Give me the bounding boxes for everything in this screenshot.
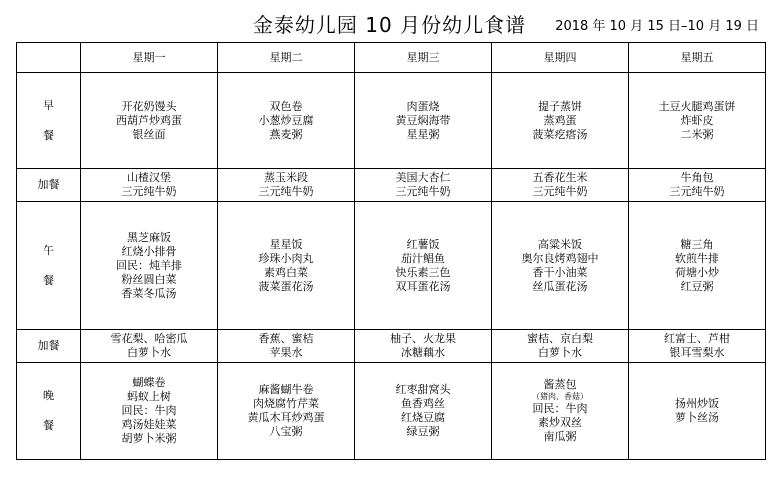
dish-item: 三元纯牛奶 [258, 185, 314, 198]
dish-item: 回民：牛肉 [532, 402, 588, 415]
meal-label-char: 餐 [43, 419, 54, 432]
menu-cell [629, 169, 766, 202]
dish-item: 肉烧腐竹芹菜 [253, 397, 319, 410]
dish-item: 冰糖藕水 [401, 346, 445, 359]
menu-table [16, 42, 766, 460]
menu-cell [218, 330, 355, 363]
dish-item: 红烧小排骨 [121, 244, 177, 258]
meal-label [17, 73, 81, 169]
dish-item: 酱蒸包 [543, 378, 577, 391]
meal-label-char: 加餐 [37, 339, 60, 352]
dish-item: 银耳雪梨水 [669, 346, 725, 359]
dish-item: 回民：牛肉 [121, 404, 177, 417]
meal-row [17, 363, 766, 460]
dish-item: 开花奶馒头 [121, 99, 177, 113]
dish-item: 白萝卜水 [538, 346, 582, 359]
dish-item: 双耳蛋花汤 [395, 279, 451, 293]
dish-item: 黄瓜木耳炒鸡蛋 [247, 411, 325, 424]
dish-item: 粉丝圆白菜 [121, 272, 177, 286]
dish-item: （猪肉、香菇） [532, 392, 588, 401]
dish-item: 香蕉、蜜桔 [258, 332, 314, 345]
dish-item: 丝瓜蛋花汤 [532, 279, 588, 293]
menu-cell [81, 73, 218, 169]
dish-item: 素炒双丝 [538, 416, 582, 429]
menu-cell [355, 169, 492, 202]
dish-item: 荷塘小炒 [675, 265, 719, 279]
menu-cell [218, 202, 355, 330]
menu-cell [355, 73, 492, 169]
dish-item: 土豆火腿鸡蛋饼 [658, 99, 736, 113]
menu-cell [218, 169, 355, 202]
meal-label-char: 早 [43, 98, 54, 112]
menu-cell [492, 73, 629, 169]
dish-item: 星星饭 [269, 237, 303, 251]
meal-label [17, 363, 81, 460]
meal-label-char: 晚 [43, 389, 54, 402]
meal-row [17, 202, 766, 330]
dish-item: 鸡汤娃娃菜 [121, 418, 177, 431]
menu-cell [218, 363, 355, 460]
dish-item: 茄汁鲳鱼 [401, 251, 445, 265]
dish-item: 红烧豆腐 [401, 411, 445, 424]
dish-item: 蚂蚁上树 [127, 390, 171, 403]
dish-item: 素鸡白菜 [264, 265, 308, 279]
dish-item: 牛角包 [680, 171, 714, 184]
dish-item: 三元纯牛奶 [121, 185, 177, 198]
meal-label-char: 午 [43, 243, 54, 257]
dish-item: 奥尔良烤鸡翅中 [521, 251, 599, 265]
dish-item: 红枣甜窝头 [395, 383, 451, 396]
dish-item: 菠菜疙瘩汤 [532, 127, 588, 141]
dish-item: 蒸鸡蛋 [543, 113, 577, 127]
meal-row [17, 169, 766, 202]
dish-item: 星星粥 [406, 127, 440, 141]
day-header: 星期四 [492, 43, 629, 73]
dish-item: 萝卜丝汤 [675, 411, 719, 424]
dish-item: 鱼香鸡丝 [401, 397, 445, 410]
menu-cell [492, 330, 629, 363]
menu-cell [629, 363, 766, 460]
corner-cell [17, 43, 81, 73]
dish-item: 白萝卜水 [127, 346, 171, 359]
menu-cell [81, 169, 218, 202]
dish-item: 二米粥 [680, 127, 714, 141]
meal-row [17, 73, 766, 169]
menu-cell [492, 202, 629, 330]
menu-cell [355, 202, 492, 330]
menu-cell [355, 363, 492, 460]
dish-item: 黑芝麻饭 [127, 230, 171, 244]
dish-item: 炸虾皮 [680, 113, 714, 127]
dish-item: 红富士、芦柑 [664, 332, 730, 345]
dish-item: 雪花梨、哈密瓜 [110, 332, 188, 345]
dish-item: 蜜桔、京白梨 [527, 332, 593, 345]
dish-item: 蒸玉米段 [264, 171, 308, 184]
dish-item: 双色卷 [269, 99, 303, 113]
dish-item: 回民：炖羊排 [116, 258, 182, 272]
menu-cell [492, 169, 629, 202]
dish-item: 香菜冬瓜汤 [121, 286, 177, 300]
dish-item: 珍珠小肉丸 [258, 251, 314, 265]
dish-item: 三元纯牛奶 [395, 185, 451, 198]
menu-cell [218, 73, 355, 169]
dish-item: 南瓜粥 [543, 430, 577, 443]
dish-item: 小葱炒豆腐 [258, 113, 314, 127]
dish-item: 三元纯牛奶 [532, 185, 588, 198]
dish-item: 黄豆焖海带 [395, 113, 451, 127]
dish-item: 快乐素三色 [395, 265, 451, 279]
dish-item: 提子蒸饼 [538, 99, 582, 113]
day-header: 星期一 [81, 43, 218, 73]
dish-item: 麻酱蝴牛卷 [258, 383, 314, 396]
menu-cell [81, 363, 218, 460]
dish-item: 燕麦粥 [269, 127, 303, 141]
dish-item: 银丝面 [132, 127, 166, 141]
dish-item: 糖三角 [680, 237, 714, 251]
dish-item: 柚子、火龙果 [390, 332, 456, 345]
dish-item: 八宝粥 [269, 425, 303, 438]
meal-label [17, 202, 81, 330]
dish-item: 山楂汉堡 [127, 171, 171, 184]
dish-item: 红豆粥 [680, 279, 714, 293]
menu-cell [81, 202, 218, 330]
dish-item: 西葫芦炒鸡蛋 [116, 113, 182, 127]
meal-row [17, 330, 766, 363]
meal-label-char: 餐 [43, 128, 54, 142]
dish-item: 香干小油菜 [532, 265, 588, 279]
dish-item: 扬州炒饭 [675, 397, 719, 410]
dish-item: 软煎牛排 [675, 251, 719, 265]
menu-cell [629, 73, 766, 169]
day-header: 星期二 [218, 43, 355, 73]
menu-cell [492, 363, 629, 460]
menu-cell [629, 330, 766, 363]
dish-item: 菠菜蛋花汤 [258, 279, 314, 293]
meal-label [17, 330, 81, 363]
page-title: 金泰幼儿园 10 月份幼儿食谱 [252, 13, 527, 37]
dish-item: 胡萝卜米粥 [121, 432, 177, 445]
dish-item: 高粱米饭 [538, 237, 582, 251]
menu-cell [355, 330, 492, 363]
day-header: 星期三 [355, 43, 492, 73]
dish-item: 绿豆粥 [406, 425, 440, 438]
dish-item: 红薯饭 [406, 237, 440, 251]
day-header: 星期五 [629, 43, 766, 73]
date-range: 2018 年 10 月 15 日–10 月 19 日 [555, 19, 759, 34]
menu-cell [629, 202, 766, 330]
dish-item: 五香花生米 [532, 171, 588, 184]
dish-item: 苹果水 [269, 346, 303, 359]
meal-label-char: 加餐 [37, 178, 60, 191]
menu-cell [81, 330, 218, 363]
meal-label-char: 餐 [43, 273, 54, 287]
dish-item: 三元纯牛奶 [669, 185, 725, 198]
dish-item: 蝴蝶卷 [132, 376, 166, 389]
meal-label [17, 169, 81, 202]
header-row [17, 43, 766, 73]
dish-item: 美国大杏仁 [395, 171, 451, 184]
dish-item: 肉蛋烧 [406, 99, 440, 113]
